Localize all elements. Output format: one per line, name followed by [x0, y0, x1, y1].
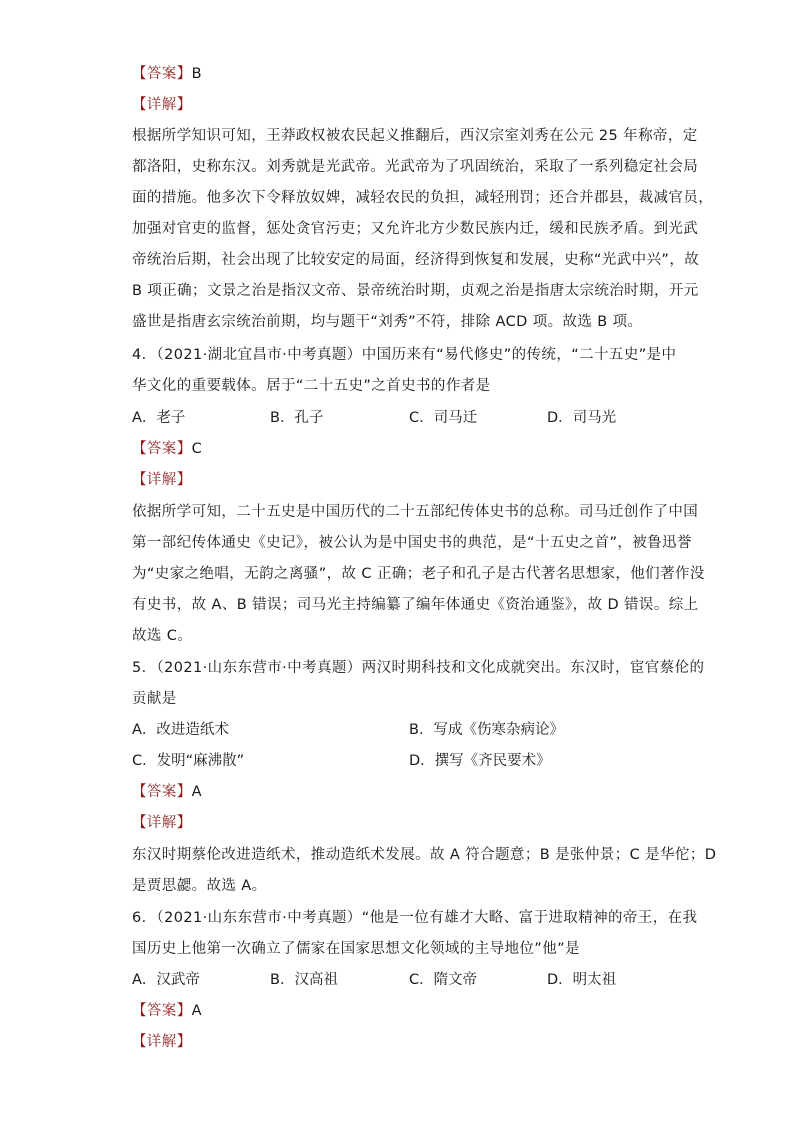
- explanation-line: 帝统治后期，社会出现了比较安定的局面，经济得到恢复和发展，史称“光武中兴”，故: [132, 252, 700, 268]
- answer-value: B: [191, 66, 202, 82]
- option-d: D．明太祖: [547, 972, 617, 988]
- detail-tag: 【详解】: [132, 1034, 192, 1050]
- answer-line: [132, 64, 202, 84]
- question-stem: 华文化的重要载体。居于“二十五史”之首史书的作者是: [132, 378, 491, 394]
- explanation-line: B 项正确；文景之治是指汉文帝、景帝统治时期，贞观之治是指唐太宗统治时期，开元: [132, 283, 699, 299]
- option-b: B．写成《伤寒杂病论》: [409, 722, 564, 738]
- option-a: A．老子: [132, 410, 186, 426]
- option-b: B．孔子: [270, 410, 324, 426]
- option-c: C．司马迁: [409, 410, 478, 426]
- explanation-line: 都洛阳，史称东汉。刘秀就是光武帝。光武帝为了巩固统治，采取了一系列稳定社会局: [132, 159, 699, 175]
- question-stem: 贡献是: [132, 691, 177, 707]
- option-c: C．发明“麻沸散”: [132, 753, 245, 769]
- answer-line: [132, 1001, 202, 1021]
- explanation-line: 东汉时期蔡伦改进造纸术，推动造纸术发展。故 A 符合题意；B 是张仲景；C 是华佗；D: [132, 847, 717, 863]
- answer-line: [132, 439, 202, 459]
- explanation-line: 第一部纪传体通史《史记》，被公认为是中国史书的典范，是“十五史之首”，被鲁迅誉: [132, 535, 692, 551]
- option-a: A．改进造纸术: [132, 722, 229, 738]
- explanation-line: 是贾思勰。故选 A。: [132, 878, 267, 894]
- question-stem: 国历史上他第一次确立了儒家在国家思想文化领域的主导地位”他”是: [132, 941, 580, 957]
- answer-tag: 【答案】: [132, 441, 192, 457]
- explanation-line: 依据所学可知，二十五史是中国历代的二十五部纪传体史书的总称。司马迁创作了中国: [132, 504, 699, 520]
- explanation-line: 盛世是指唐玄宗统治前期，均与题干“刘秀”不符，排除 ACD 项。故选 B 项。: [132, 314, 643, 330]
- answer-tag: 【答案】: [132, 784, 192, 800]
- question-stem: 4．（2021·湖北宜昌市·中考真题）中国历来有“易代修史”的传统，“二十五史”是中: [132, 347, 677, 363]
- question-stem: 6．（2021·山东东营市·中考真题）“他是一位有雄才大略、富于进取精神的帝王，在我: [132, 910, 698, 926]
- answer-tag: 【答案】: [132, 66, 192, 82]
- answer-value: A: [191, 784, 202, 800]
- answer-value: C: [191, 441, 203, 457]
- detail-tag: 【详解】: [132, 472, 192, 488]
- answer-line: [132, 782, 202, 802]
- question-stem: 5．（2021·山东东营市·中考真题）两汉时期科技和文化成就突出。东汉时，宦官蔡伦的: [132, 660, 705, 676]
- option-d: D．司马光: [547, 410, 617, 426]
- answer-value: A: [191, 1003, 202, 1019]
- explanation-line: 为“史家之绝唱，无韵之离骚”，故 C 正确；老子和孔子是古代著名思想家，他们著作没: [132, 566, 705, 582]
- explanation-line: 故选 C。: [132, 628, 193, 644]
- explanation-line: 加强对官吏的监督，惩处贪官污吏；又允许北方少数民族内迁，缓和民族矛盾。到光武: [132, 221, 699, 237]
- option-d: D．撰写《齐民要术》: [409, 753, 551, 769]
- option-c: C．隋文帝: [409, 972, 478, 988]
- option-b: B．汉高祖: [270, 972, 338, 988]
- detail-tag: 【详解】: [132, 97, 192, 113]
- explanation-line: 根据所学知识可知，王莽政权被农民起义推翻后，西汉宗室刘秀在公元 25 年称帝，定: [132, 128, 698, 144]
- option-a: A．汉武帝: [132, 972, 200, 988]
- detail-tag: 【详解】: [132, 815, 192, 831]
- answer-tag: 【答案】: [132, 1003, 192, 1019]
- explanation-line: 面的措施。他多次下令释放奴婢，减轻农民的负担，减轻刑罚；还合并郡县，裁减官员，: [132, 190, 714, 206]
- explanation-line: 有史书，故 A、B 错误；司马光主持编纂了编年体通史《资治通鉴》，故 D 错误。综上: [132, 597, 699, 613]
